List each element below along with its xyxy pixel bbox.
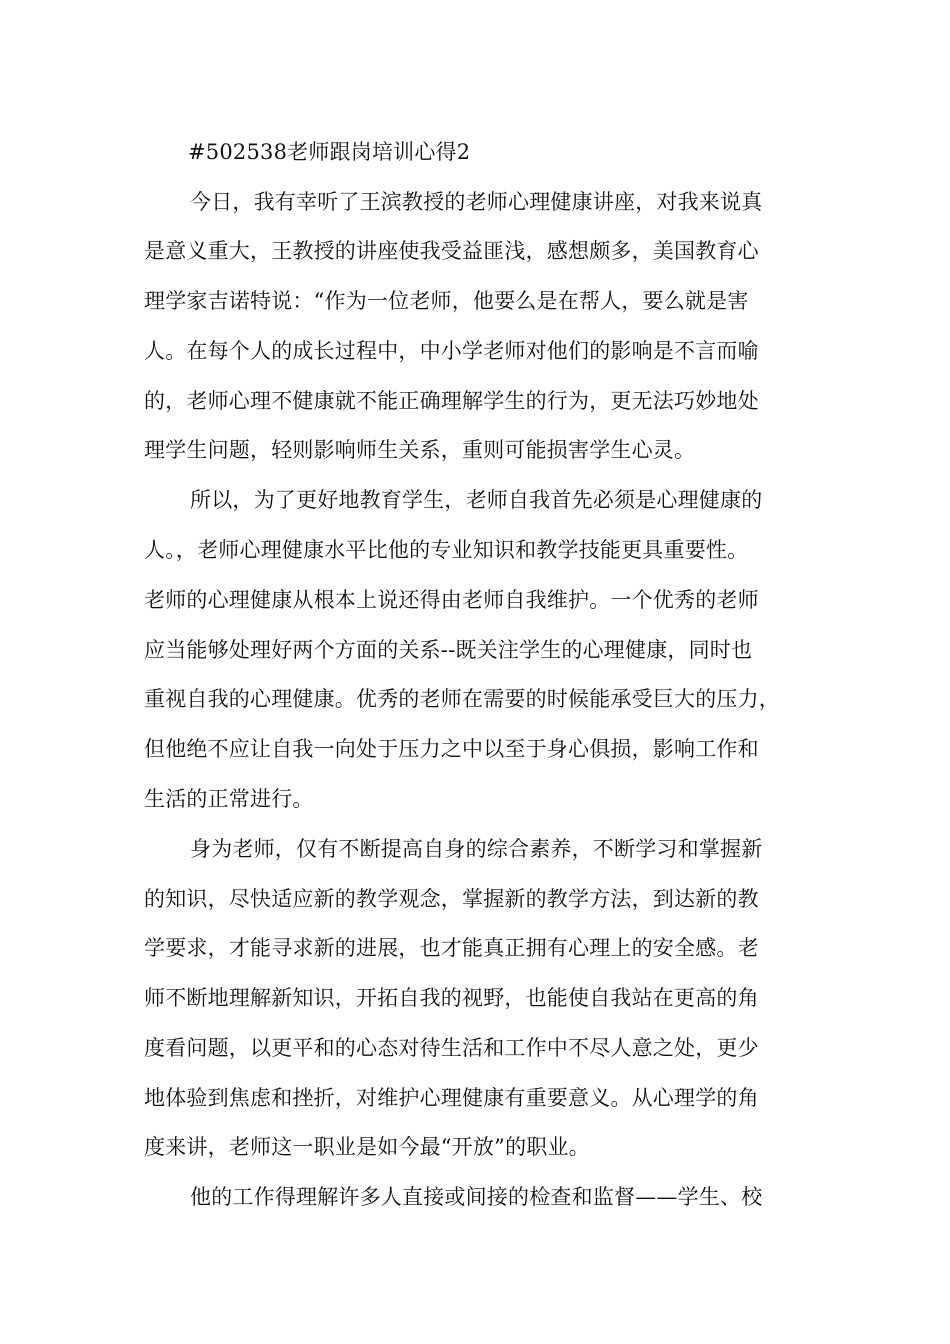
paragraph-line: 但他绝不应让自我一向处于压力之中以至于身心俱损，影响工作和 (144, 737, 759, 761)
paragraph-line: 的，老师心理不健康就不能正确理解学生的行为，更无法巧妙地处 (144, 389, 759, 413)
paragraph-line: 理学家吉诺特说：“作为一位老师，他要么是在帮人，要么就是害 (144, 289, 749, 313)
paragraph-line: 身为老师，仅有不断提高自身的综合素养，不断学习和掌握新 (190, 837, 763, 861)
paragraph-line: 人。在每个人的成长过程中，中小学老师对他们的影响是不言而喻 (144, 339, 759, 363)
document-title: #502538老师跟岗培训心得2 (188, 140, 471, 164)
paragraph-line: 理学生问题，轻则影响师生关系，重则可能损害学生心灵。 (144, 438, 696, 462)
paragraph-line: 度看问题，以更平和的心态对待生活和工作中不尽人意之处，更少 (144, 1036, 759, 1060)
paragraph-line: 人。，老师心理健康水平比他的专业知识和教学技能更具重要性。 (144, 538, 749, 562)
paragraph-line: 重视自我的心理健康。优秀的老师在需要的时候能承受巨大的压力， (144, 687, 780, 711)
paragraph-line: 所以，为了更好地教育学生，老师自我首先必须是心理健康的 (190, 488, 763, 512)
paragraph-line: 老师的心理健康从根本上说还得由老师自我维护。一个优秀的老师 (144, 588, 759, 612)
paragraph-line: 师不断地理解新知识，开拓自我的视野，也能使自我站在更高的角 (144, 986, 759, 1010)
paragraph-line: 他的工作得理解许多人直接或间接的检查和监督——学生、校 (190, 1185, 763, 1209)
paragraph-line: 学要求，才能寻求新的进展，也才能真正拥有心理上的安全感。老 (144, 936, 759, 960)
paragraph-line: 生活的正常进行。 (144, 787, 314, 811)
paragraph-line: 是意义重大，王教授的讲座使我受益匪浅，感想颇多，美国教育心 (144, 239, 759, 263)
paragraph-line: 今日，我有幸听了王滨教授的老师心理健康讲座，对我来说真 (190, 190, 763, 214)
paragraph-line: 地体验到焦虑和挫折，对维护心理健康有重要意义。从心理学的角 (144, 1086, 759, 1110)
paragraph-line: 应当能够处理好两个方面的关系--既关注学生的心理健康，同时也 (144, 638, 753, 662)
paragraph-line: 的知识，尽快适应新的教学观念，掌握新的教学方法，到达新的教 (144, 887, 759, 911)
paragraph-line: 度来讲，老师这一职业是如今最“开放”的职业。 (144, 1135, 590, 1159)
